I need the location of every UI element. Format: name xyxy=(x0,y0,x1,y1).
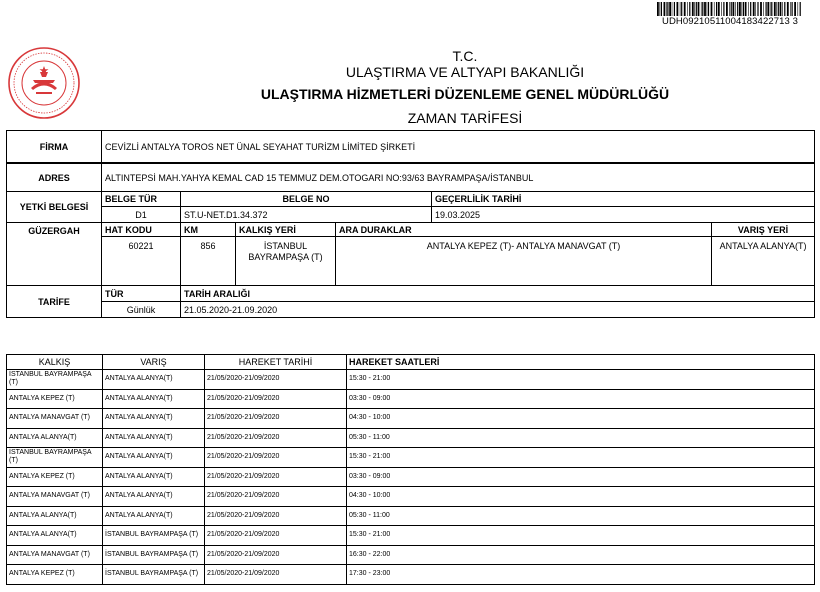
barcode-bar xyxy=(674,2,675,16)
barcode-bar xyxy=(726,2,728,16)
hareket-saatleri-cell: 15:30 - 21:00 xyxy=(347,448,815,468)
header-hareket-saatleri: HAREKET SAATLERİ xyxy=(347,355,815,370)
barcode-bar xyxy=(731,2,732,16)
tarih-araligi-value: 21.05.2020-21.09.2020 xyxy=(181,302,815,318)
barcode-bar xyxy=(669,2,671,16)
barcode-bar xyxy=(702,2,703,16)
barcode-bar xyxy=(735,2,736,16)
hareket-tarihi-cell: 21/05/2020-21/09/2020 xyxy=(205,545,347,565)
adres-label: ADRES xyxy=(7,164,102,192)
adres-value: ALTINTEPSİ MAH.YAHYA KEMAL CAD 15 TEMMUZ DEM.OTOGARI NO:93/63 BAYRAMPAŞA/İSTANBUL xyxy=(102,164,815,192)
kalkis-cell: ANTALYA KEPEZ (T) xyxy=(7,565,103,585)
barcode-bar xyxy=(672,2,673,16)
barcode-bar xyxy=(692,2,694,16)
tarih-araligi-label: TARİH ARALIĞI xyxy=(181,286,815,302)
hareket-tarihi-cell: 21/05/2020-21/09/2020 xyxy=(205,467,347,487)
barcode-bar xyxy=(681,2,682,16)
barcode-bar xyxy=(784,2,785,16)
belge-tur-label: BELGE TÜR xyxy=(102,192,181,207)
barcode-bar xyxy=(716,2,717,16)
ara-duraklar-value: ANTALYA KEPEZ (T)- ANTALYA MANAVGAT (T) xyxy=(336,237,712,286)
header-tc: T.C. xyxy=(452,48,478,64)
barcode-bar xyxy=(664,2,666,16)
barcode-bar xyxy=(711,2,713,16)
varis-cell: ANTALYA ALANYA(T) xyxy=(103,389,205,409)
barcode-bar xyxy=(684,2,686,16)
gecerlilik-label: GEÇERLİLİK TARİHİ xyxy=(432,192,815,207)
kalkis-cell: İSTANBUL BAYRAMPAŞA (T) xyxy=(7,370,103,390)
table-row xyxy=(7,526,815,546)
barcode-bar xyxy=(787,2,789,16)
belge-tur-value: D1 xyxy=(102,207,181,223)
header-kalkis: KALKIŞ xyxy=(7,355,103,370)
header-directorate: ULAŞTIRMA HİZMETLERİ DÜZENLEME GENEL MÜDÜRLÜĞÜ xyxy=(260,86,670,102)
hareket-saatleri-cell: 05:30 - 11:00 xyxy=(347,506,815,526)
barcode-bar xyxy=(778,2,779,16)
varis-cell: ANTALYA ALANYA(T) xyxy=(103,487,205,507)
kalkis-cell: ANTALYA MANAVGAT (T) xyxy=(7,487,103,507)
kalkis-cell: ANTALYA KEPEZ (T) xyxy=(7,467,103,487)
barcode-bar xyxy=(701,2,702,16)
table-row xyxy=(7,389,815,409)
barcode-bar xyxy=(696,2,697,16)
barcode-bar xyxy=(743,2,744,16)
firma-value: CEVİZLİ ANTALYA TOROS NET ÜNAL SEYAHAT TURİZM LİMİTED ŞİRKETİ xyxy=(102,131,815,163)
kalkis-cell: ANTALYA MANAVGAT (T) xyxy=(7,545,103,565)
kalkis-cell: ANTALYA ALANYA(T) xyxy=(7,526,103,546)
varis-cell: ANTALYA ALANYA(T) xyxy=(103,467,205,487)
barcode-bar xyxy=(790,2,791,16)
km-value: 856 xyxy=(181,237,236,286)
hareket-saatleri-cell: 05:30 - 11:00 xyxy=(347,428,815,448)
varis-yeri-value: ANTALYA ALANYA(T) xyxy=(712,237,815,286)
barcode-bar xyxy=(721,2,722,16)
table-row xyxy=(7,428,815,448)
kalkis-yeri-value: İSTANBUL BAYRAMPAŞA (T) xyxy=(236,237,336,286)
hareket-tarihi-cell: 21/05/2020-21/09/2020 xyxy=(205,389,347,409)
tur-value: Günlük xyxy=(102,302,181,318)
varis-cell: ANTALYA ALANYA(T) xyxy=(103,370,205,390)
barcode-bar xyxy=(782,2,783,16)
barcode-bar xyxy=(729,2,730,16)
hat-kodu-value: 60221 xyxy=(102,237,181,286)
barcode-bar xyxy=(708,2,709,16)
barcode-bar xyxy=(757,2,758,16)
barcode-bar xyxy=(687,2,688,16)
varis-yeri-label: VARIŞ YERİ xyxy=(712,223,815,237)
kalkis-cell: ANTALYA MANAVGAT (T) xyxy=(7,409,103,429)
km-label: KM xyxy=(181,223,236,237)
varis-cell: İSTANBUL BAYRAMPAŞA (T) xyxy=(103,565,205,585)
varis-cell: ANTALYA ALANYA(T) xyxy=(103,448,205,468)
barcode-bar xyxy=(680,2,681,16)
varis-cell: ANTALYA ALANYA(T) xyxy=(103,409,205,429)
barcode-bar xyxy=(798,2,799,16)
table-row xyxy=(7,565,815,585)
document-title: ZAMAN TARİFESİ xyxy=(407,110,523,126)
varis-cell: İSTANBUL BAYRAMPAŞA (T) xyxy=(103,526,205,546)
table-row xyxy=(7,409,815,429)
barcode-bar xyxy=(750,2,751,16)
barcode-bar xyxy=(739,2,741,16)
kalkis-cell: ANTALYA KEPEZ (T) xyxy=(7,389,103,409)
header-ministry: ULAŞTIRMA VE ALTYAPI BAKANLIĞI xyxy=(345,64,585,80)
barcode-bar xyxy=(694,2,695,16)
hareket-saatleri-cell: 16:30 - 22:00 xyxy=(347,545,815,565)
barcode-number: UDH09210511004183422713 3 xyxy=(662,16,798,27)
header-hareket-tarihi: HAREKET TARİHİ xyxy=(205,355,347,370)
barcode-bar xyxy=(707,2,708,16)
header-varis: VARIŞ xyxy=(103,355,205,370)
hat-kodu-label: HAT KODU xyxy=(102,223,181,237)
barcode-bar xyxy=(748,2,749,16)
hareket-tarihi-cell: 21/05/2020-21/09/2020 xyxy=(205,370,347,390)
hareket-tarihi-cell: 21/05/2020-21/09/2020 xyxy=(205,428,347,448)
barcode-bar xyxy=(800,2,801,16)
guzergah-label: GÜZERGAH xyxy=(7,223,102,286)
tur-label: TÜR xyxy=(102,286,181,302)
barcode-bar xyxy=(770,2,771,16)
table-row xyxy=(7,370,815,390)
barcode-bar xyxy=(771,2,772,16)
barcode-bar xyxy=(737,2,738,16)
table-row xyxy=(7,545,815,565)
barcode-bar xyxy=(766,2,767,16)
table-row xyxy=(7,467,815,487)
barcode-bar xyxy=(755,2,756,16)
yetki-label: YETKİ BELGESİ xyxy=(7,192,102,223)
info-table xyxy=(6,130,815,318)
hareket-tarihi-cell: 21/05/2020-21/09/2020 xyxy=(205,448,347,468)
hareket-saatleri-cell: 03:30 - 09:00 xyxy=(347,389,815,409)
table-row xyxy=(7,448,815,468)
ministry-seal-logo xyxy=(7,46,81,120)
hareket-tarihi-cell: 21/05/2020-21/09/2020 xyxy=(205,487,347,507)
barcode-bar xyxy=(760,2,762,16)
barcode-bar xyxy=(742,2,743,16)
barcode-bar xyxy=(776,2,777,16)
schedule-table xyxy=(6,354,815,585)
kalkis-yeri-label: KALKIŞ YERİ xyxy=(236,223,336,237)
tarife-label: TARİFE xyxy=(7,286,102,318)
ara-duraklar-label: ARA DURAKLAR xyxy=(336,223,712,237)
barcode-bar xyxy=(667,2,668,16)
barcode-bar xyxy=(745,2,747,16)
barcode xyxy=(657,2,802,16)
hareket-saatleri-cell: 04:30 - 10:00 xyxy=(347,409,815,429)
belge-no-label: BELGE NO xyxy=(181,192,432,207)
varis-cell: ANTALYA ALANYA(T) xyxy=(103,428,205,448)
gecerlilik-value: 19.03.2025 xyxy=(432,207,815,223)
hareket-saatleri-cell: 15:30 - 21:00 xyxy=(347,526,815,546)
hareket-saatleri-cell: 15:30 - 21:00 xyxy=(347,370,815,390)
barcode-bar xyxy=(660,2,661,16)
kalkis-cell: ANTALYA ALANYA(T) xyxy=(7,506,103,526)
barcode-bar xyxy=(718,2,720,16)
varis-cell: ANTALYA ALANYA(T) xyxy=(103,506,205,526)
hareket-tarihi-cell: 21/05/2020-21/09/2020 xyxy=(205,565,347,585)
barcode-bar xyxy=(657,2,659,16)
barcode-bar xyxy=(774,2,776,16)
kalkis-cell: ANTALYA ALANYA(T) xyxy=(7,428,103,448)
hareket-saatleri-cell: 17:30 - 23:00 xyxy=(347,565,815,585)
barcode-bar xyxy=(689,2,690,16)
barcode-bar xyxy=(794,2,796,16)
barcode-bar xyxy=(767,2,769,16)
firma-label: FİRMA xyxy=(7,131,102,163)
barcode-bar xyxy=(763,2,764,16)
barcode-bar xyxy=(704,2,706,16)
barcode-bar xyxy=(733,2,735,16)
barcode-bar xyxy=(666,2,667,16)
kalkis-cell: İSTANBUL BAYRAMPAŞA (T) xyxy=(7,448,103,468)
barcode-bar xyxy=(780,2,782,16)
hareket-tarihi-cell: 21/05/2020-21/09/2020 xyxy=(205,409,347,429)
barcode-bar xyxy=(792,2,793,16)
barcode-bar xyxy=(698,2,700,16)
belge-no-value: ST.U-NET.D1.34.372 xyxy=(181,207,432,223)
table-row xyxy=(7,506,815,526)
barcode-bar xyxy=(714,2,715,16)
table-row xyxy=(7,487,815,507)
barcode-bar xyxy=(753,2,755,16)
hareket-tarihi-cell: 21/05/2020-21/09/2020 xyxy=(205,506,347,526)
varis-cell: İSTANBUL BAYRAMPAŞA (T) xyxy=(103,545,205,565)
hareket-saatleri-cell: 04:30 - 10:00 xyxy=(347,487,815,507)
hareket-saatleri-cell: 03:30 - 09:00 xyxy=(347,467,815,487)
barcode-bar xyxy=(677,2,679,16)
hareket-tarihi-cell: 21/05/2020-21/09/2020 xyxy=(205,526,347,546)
barcode-bar xyxy=(723,2,724,16)
barcode-bar xyxy=(661,2,662,16)
